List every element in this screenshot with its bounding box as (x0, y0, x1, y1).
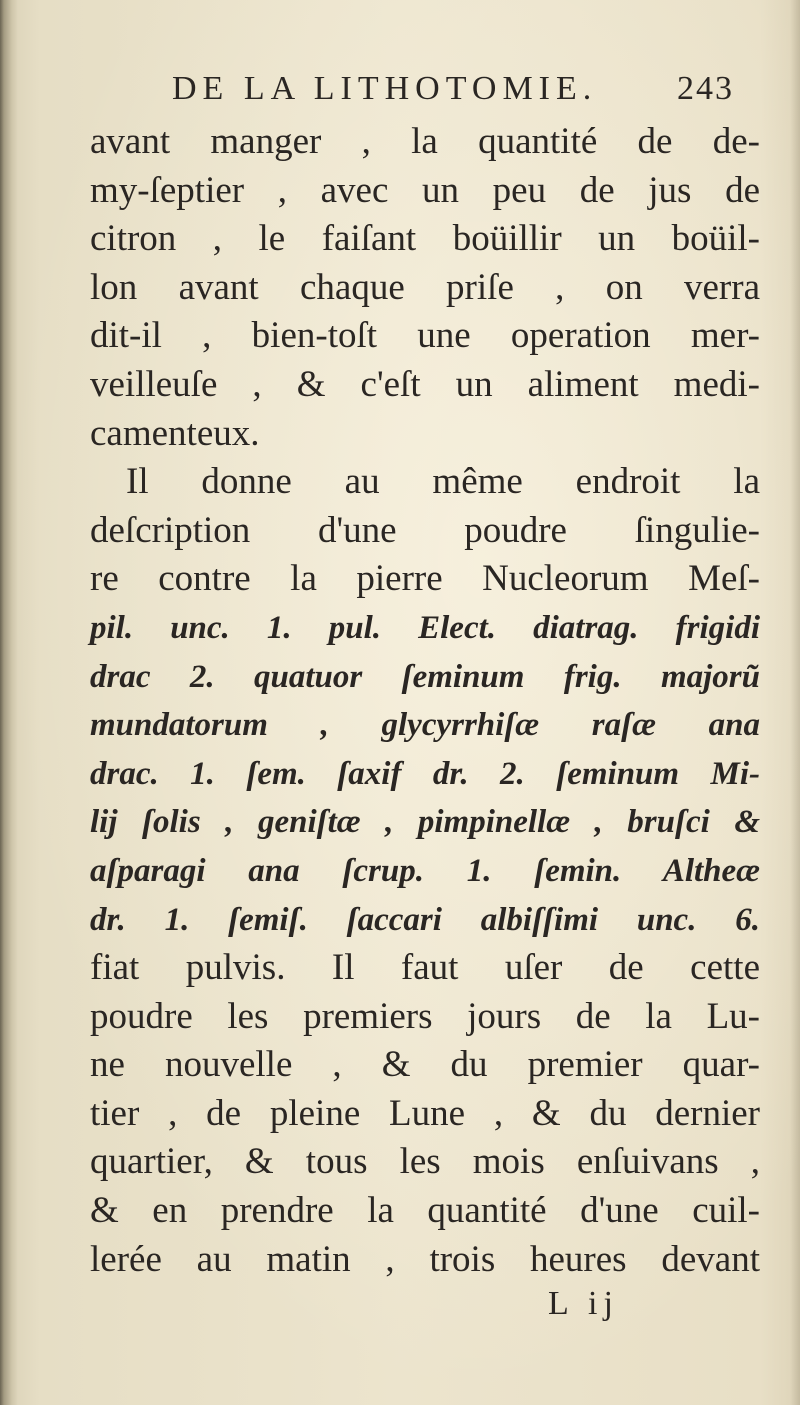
text-line: Il donne au même endroit la (126, 461, 760, 503)
page-number: 243 (677, 70, 734, 107)
text-line: citron , le faiſant boüillir un boüil- (90, 218, 760, 260)
text-line: dit-il , bien-toſt une operation mer- (90, 315, 760, 357)
binding-gutter (0, 0, 18, 1405)
signature-mark: L ij (548, 1285, 619, 1322)
text-line-latin: drac 2. quatuor ſeminum frig. majorũ (90, 658, 760, 695)
text-line-latin: pil. unc. 1. pul. Elect. diatrag. frigidi (90, 609, 760, 646)
text-line: fiat pulvis. Il faut uſer de cette (90, 947, 760, 989)
body-text (90, 118, 760, 1284)
page-edge (790, 0, 800, 1405)
text-line: tier , de pleine Lune , & du dernier (90, 1092, 760, 1134)
text-line: avant manger , la quantité de de- (90, 121, 760, 162)
text-line-latin: lij ſolis , geniſtæ , pimpinellæ , bruſci & (90, 804, 760, 841)
running-title: DE LA LITHOTOMIE. (172, 70, 598, 107)
text-line-latin: aſparagi ana ſcrup. 1. ſemin. Altheæ (90, 852, 760, 889)
text-line: poudre les premiers jours de la Lu- (90, 995, 760, 1037)
text-line-latin: drac. 1. ſem. ſaxif dr. 2. ſeminum Mi- (90, 755, 760, 792)
text-line: lerée au matin , trois heures devant (90, 1238, 760, 1280)
text-line: veilleuſe , & c'eſt un aliment medi- (90, 363, 760, 405)
running-header (172, 70, 772, 114)
text-line: re contre la pierre Nucleorum Meſ- (90, 558, 760, 600)
text-line: lon avant chaque priſe , on verra (90, 266, 760, 308)
text-line: & en prendre la quantité d'une cuil- (90, 1190, 760, 1232)
text-line: quartier, & tous les mois enſuivans , (90, 1141, 760, 1183)
text-line-latin: dr. 1. ſemiſ. ſaccari albiſſimi unc. 6. (90, 901, 760, 938)
text-line-latin: mundatorum , glycyrrhiſæ raſæ ana (90, 707, 760, 744)
text-line: deſcription d'une poudre ſingulie- (90, 509, 760, 551)
text-line: camenteux. (90, 412, 260, 454)
text-line: ne nouvelle , & du premier quar- (90, 1044, 760, 1086)
text-line: my-ſeptier , avec un peu de jus de (90, 169, 760, 211)
